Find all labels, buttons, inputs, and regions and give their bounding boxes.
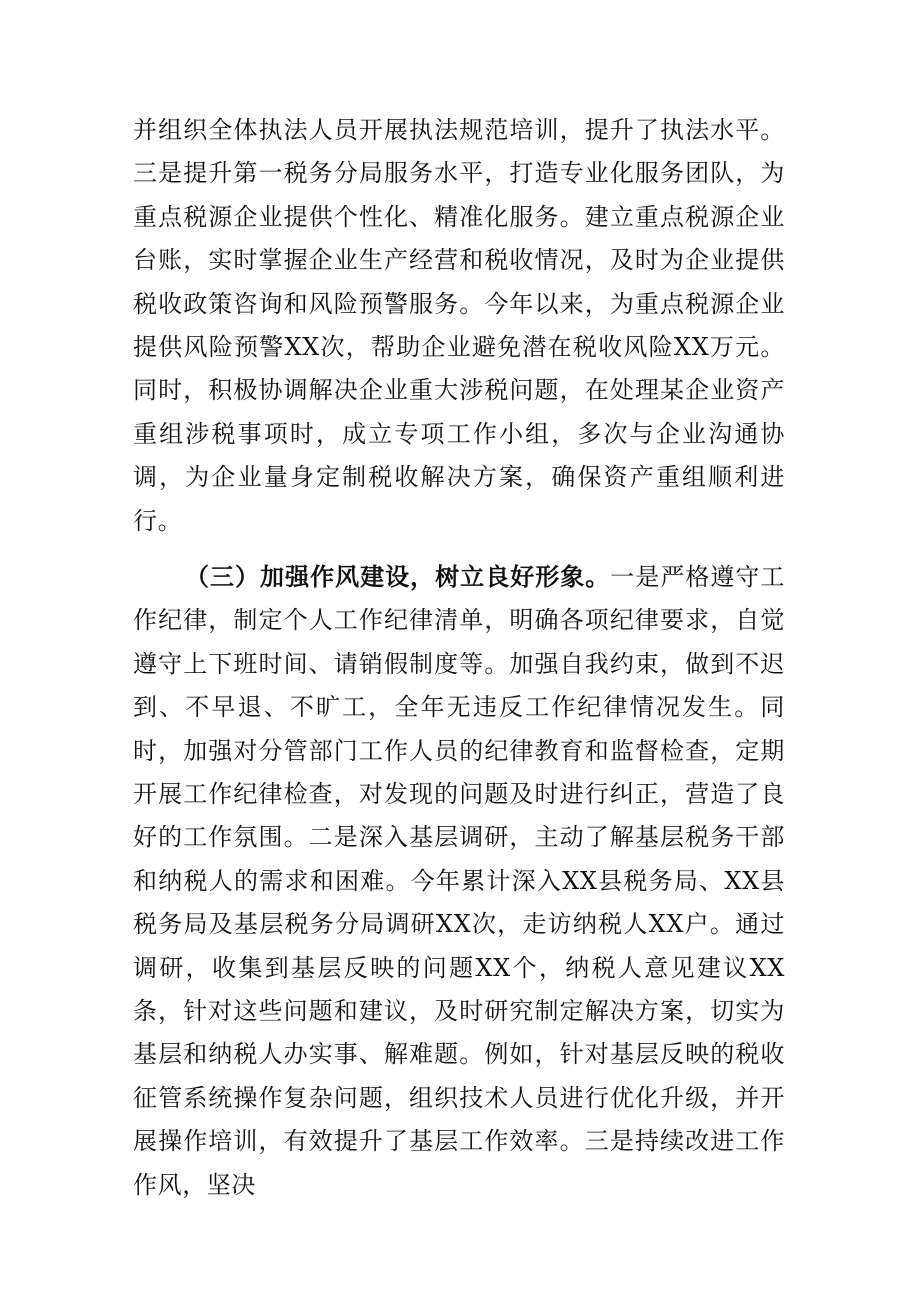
section-body-text: 一是严格遵守工作纪律，制定个人工作纪律清单，明确各项纪律要求，自觉遵守上下班时间、请销假制度等。加强自我约束，做到不迟到、不早退、不旷工，全年无违反工作纪律情况发生。同时，加强对分管部门工作人员的纪律教育和监督检查，定期开展工作纪律检查，对发现的问题及时进行纠正，营造了良好的工作氛围。二是深入基层调研，主动了解基层税务干部和纳税人的需求和困难。今年累计深入XX县税务局、XX县税务局及基层税务分局调研XX次，走访纳税人XX户。通过调研，收集到基层反映的问题XX个，纳税人意见建议XX条，针对这些问题和建议，及时研究制定解决方案，切实为基层和纳税人办实事、解难题。例如，针对基层反映的税收征管系统操作复杂问题，组织技术人员进行优化升级，并开展操作培训，有效提升了基层工作效率。三是持续改进工作作风，坚决	[133, 563, 785, 1199]
body-paragraph-2	[133, 556, 785, 1207]
body-paragraph-1: 并组织全体执法人员开展执法规范培训，提升了执法水平。三是提升第一税务分局服务水平，打造专业化服务团队，为重点税源企业提供个性化、精准化服务。建立重点税源企业台账，实时掌握企业生产经营和税收情况，及时为企业提供税收政策咨询和风险预警服务。今年以来，为重点税源企业提供风险预警XX次，帮助企业避免潜在税收风险XX万元。同时，积极协调解决企业重大涉税问题，在处理某企业资产重组涉税事项时，成立专项工作小组，多次与企业沟通协调，为企业量身定制税收解决方案，确保资产重组顺利进行。	[133, 116, 785, 535]
section-heading: （三）加强作风建设，树立良好形象。	[185, 563, 611, 591]
